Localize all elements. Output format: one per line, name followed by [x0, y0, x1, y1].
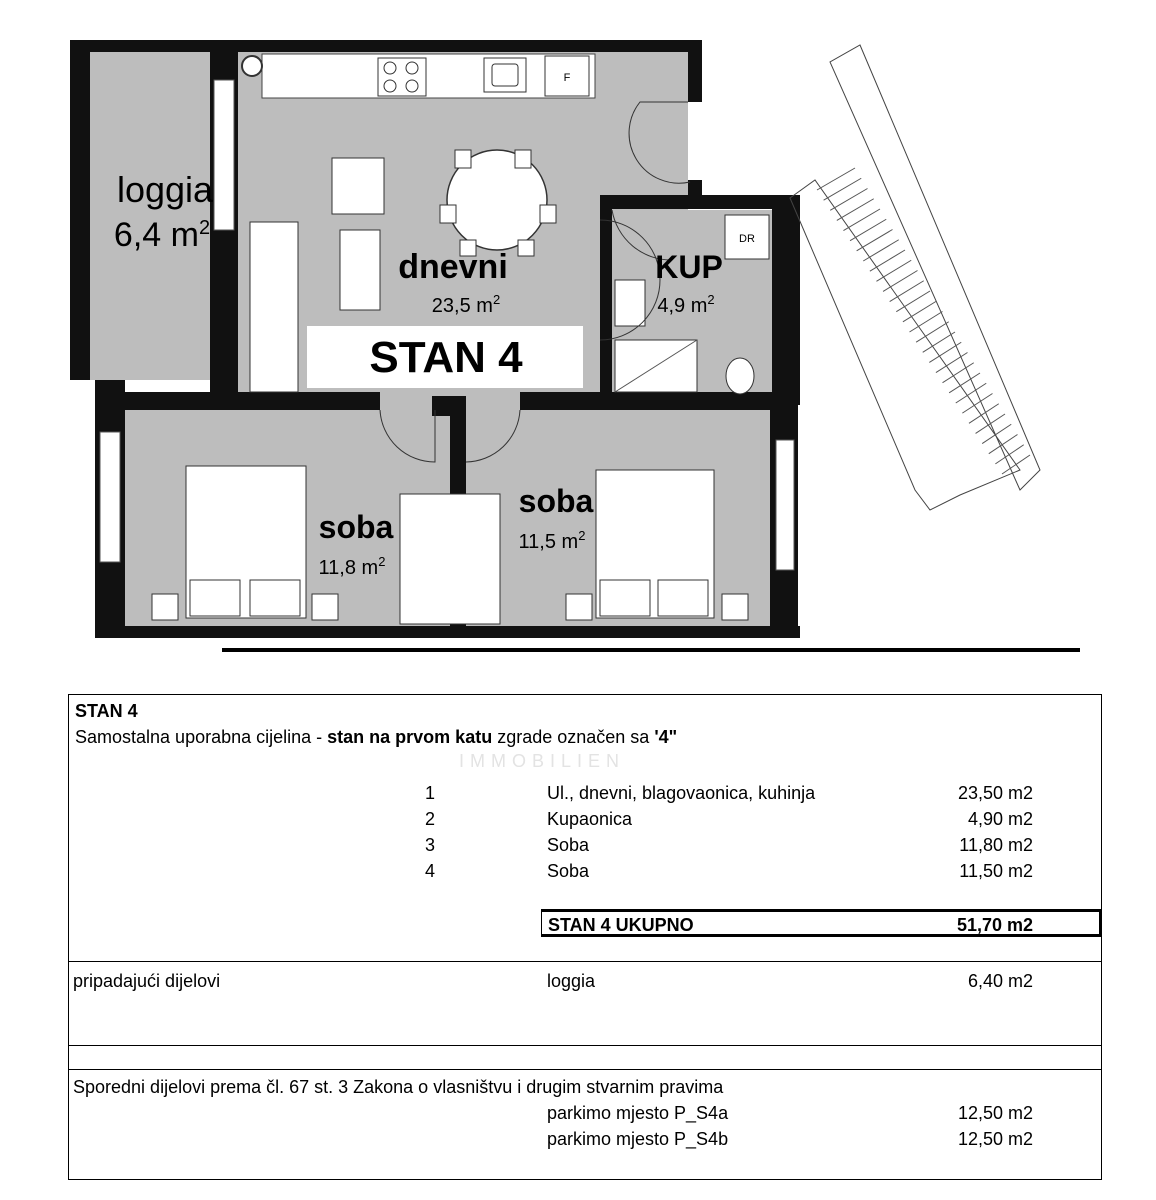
soba2-name: soba — [518, 483, 594, 519]
stair-tread — [817, 168, 855, 190]
dnevni-name: dnevni — [398, 248, 508, 286]
stair-tread — [870, 250, 905, 271]
stair-tread — [995, 445, 1023, 464]
row-label: Ul., dnevni, blagovaonica, kuhinja — [547, 783, 816, 803]
sofa — [250, 222, 298, 392]
total-area: 51,70 m2 — [956, 915, 1033, 935]
row-num: 2 — [425, 809, 436, 829]
row-label: Kupaonica — [547, 809, 633, 829]
belonging-label: pripadajući dijelovi — [73, 971, 221, 991]
soba1-area: 11,8 $m^2$ — [318, 554, 386, 579]
coffee-table — [340, 230, 380, 310]
kup-name: KUP — [655, 249, 723, 285]
row-label: Soba — [547, 835, 590, 855]
toilet — [726, 358, 754, 394]
parking-label: parkimo mjesto P_S4b — [547, 1129, 729, 1149]
divider — [69, 1069, 1101, 1070]
fridge-label: F — [563, 72, 571, 84]
watermark-line2: IMMOBILIEN — [459, 751, 626, 771]
divider — [69, 1045, 1101, 1046]
soba1-name: soba — [318, 509, 394, 545]
stair-tread — [850, 219, 886, 240]
table-description: Samostalna uporabna cijelina - stan na prvom katu zgrade označen sa '4" — [75, 727, 678, 747]
washbasin — [615, 280, 645, 326]
stair-tread — [863, 240, 899, 261]
stair-tread — [982, 424, 1011, 443]
parking-area: 12,50 m2 — [957, 1103, 1033, 1123]
stair-tread — [830, 189, 867, 211]
stair-tread — [976, 414, 1005, 433]
stair-steps — [817, 168, 1030, 474]
row-area: 11,80 m2 — [959, 835, 1033, 855]
row-area: 4,90 m2 — [967, 809, 1033, 829]
row-area: 11,50 m2 — [959, 861, 1033, 881]
total-box — [541, 909, 1101, 937]
dnevni-area: 23,5 $m^2$ — [431, 292, 501, 317]
loggia-name: loggia — [116, 169, 214, 210]
row-label: Soba — [547, 861, 590, 881]
row-num: 3 — [425, 835, 436, 855]
stair-tread — [969, 404, 999, 424]
row-num: 1 — [425, 783, 436, 803]
divider — [69, 961, 1101, 962]
stair-tread — [857, 230, 893, 251]
kup-area: 4,9 $m^2$ — [657, 292, 715, 317]
parking-label: parkimo mjesto P_S4a — [547, 1103, 729, 1123]
plan-title: STAN 4 — [369, 333, 523, 382]
total-label: STAN 4 UKUPNO — [548, 915, 694, 935]
row-area: 23,50 m2 — [957, 783, 1033, 803]
belonging-area: 6,40 m2 — [967, 971, 1033, 991]
loggia-floor — [90, 50, 210, 380]
stair-tread — [876, 260, 911, 281]
soba2-area: 11,5 $m^2$ — [518, 528, 586, 553]
kitchen-round-icon — [242, 56, 262, 76]
staircase — [790, 45, 1040, 510]
stair-tread — [843, 209, 880, 231]
table-heading: STAN 4 — [75, 701, 138, 721]
stair-tread — [837, 199, 874, 221]
stair-tread — [824, 178, 862, 200]
row-num: 4 — [425, 861, 436, 881]
parking-area: 12,50 m2 — [957, 1129, 1033, 1149]
loggia-area: 6,4 $m^2$ — [113, 216, 211, 254]
area-table — [68, 694, 1102, 1180]
dryer-label: DR — [739, 233, 755, 245]
belonging-item: loggia — [547, 971, 596, 991]
secondary-heading: Sporedni dijelovi prema čl. 67 st. 3 Zakona o vlasništvu i drugim stvarnim pravima — [73, 1077, 724, 1097]
armchair — [332, 158, 384, 214]
